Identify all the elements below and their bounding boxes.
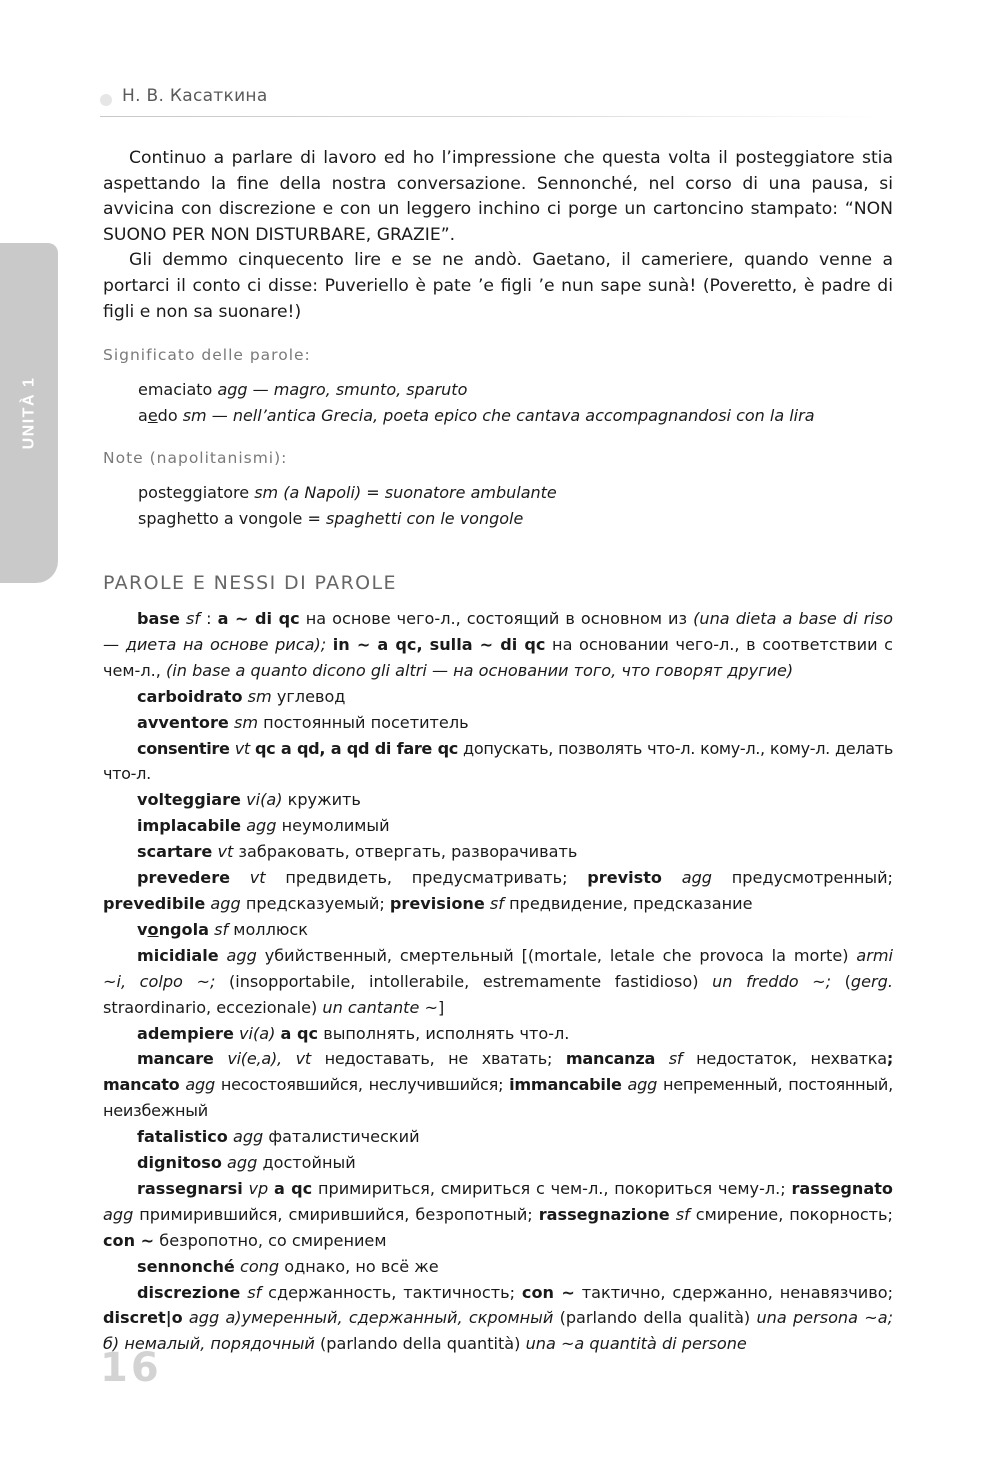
vocab-entry: carboidrato sm углевод [137,686,346,706]
vocab-entry: adempiere vi(a) a qc выполнять, исполнять что-л. [137,1023,570,1043]
vocab-entry: prevedere vt предвидеть, предусматривать; previsto agg предусмотренный; prevedibile agg предсказуемый; previsione sf предвидение, предсказание [103,868,893,913]
story-paragraph: Gli demmo cinquecento lire e se ne andò. Gaetano, il cameriere, quando venne a portarci il conto ci disse: Puveriello è pate ’e figli ’e nun sape sunà! (Poveretto, è padre di figli e non sa suonare!) [103,250,893,322]
note-heading: Note (napolitanismi): [103,449,288,467]
vocab-entry: scartare vt забраковать, отвергать, разворачивать [137,842,578,862]
vocab-entry: fatalistico agg фаталистический [137,1127,420,1147]
vocab-entry: mancare vi(e,a), vt недоставать, не хватать; mancanza sf недостаток, нехватка; mancato agg несостоявшийся, неслучившийся; immancabile agg непременный, постоянный, неизбежный [103,1049,894,1121]
vocabulary-list [103,606,893,1357]
vocab-entry: rassegnarsi vp a qc примириться, смириться с чем-л., покориться чему-л.; rassegnato agg примирившийся, смирившийся, безропотный; rassegnazione sf смирение, покорность; con ~ безропотно, со смирением [103,1178,893,1250]
unit-label-wrap [12,343,46,483]
header-bullet [100,94,112,106]
gloss-item: aedo sm — nell’antica Grecia, poeta epico che cantava accompagnandosi con la lira [138,405,815,425]
vocab-entry: base sf : a ~ di qc на основе чего-л., состоящий в основном из (una dieta a base di riso — диета на основе риса); in ~ a qc, sulla ~ di qc на основании чего-л., в соответствии с чем-л., (in base a quanto dicono gli altri — на основании того, что говорят другие) [103,609,893,680]
page-number: 16 [100,1345,162,1391]
significato-heading: Significato delle parole: [103,346,311,364]
vocab-entry: implacabile agg неумолимый [137,816,390,836]
author-name: Н. В. Касаткина [122,86,268,106]
vocab-entry: vongola sf моллюск [137,919,308,939]
unit-label: UNITÀ 1 [20,376,38,450]
header-rule [100,116,880,117]
section-title: PAROLE E NESSI DI PAROLE [103,572,397,594]
page-header [100,86,900,118]
vocab-entry: consentire vt qc a qd, a qd di fare qc допускать, позволять что-л. кому-л., кому-л. делать что-л. [103,738,893,784]
story-text [103,146,893,325]
note-list [138,480,557,531]
vocab-entry: dignitoso agg достойный [137,1153,356,1173]
vocab-entry: volteggiare vi(a) кружить [137,790,361,810]
vocab-entry: discrezione sf сдержанность, тактичность; con ~ тактично, сдержанно, ненавязчиво; discret|o agg а)умеренный, сдержанный, скромный (parlando della qualità) una persona ~a; б) немалый, порядочный (parlando della quantità) una ~a quantità di persone [103,1282,894,1354]
unit-side-tab [0,243,58,583]
vocab-entry: micidiale agg убийственный, смертельный [(mortale, letale che provoca la morte) armi ~i, colpo ~; (insopportabile, intollerabile, estremamente fastidioso) un freddo ~; (gerg. straordinario, eccezionale) un cantante ~] [103,945,894,1017]
vocab-entry: avventore sm постоянный посетитель [137,712,469,732]
significato-list [138,377,815,428]
note-item: posteggiatore sm (a Napoli) = suonatore ambulante [138,483,557,502]
vocab-entry: sennonché cong однако, но всё же [137,1256,439,1276]
note-item: spaghetto a vongole = spaghetti con le vongole [138,508,524,528]
story-paragraph: Continuo a parlare di lavoro ed ho l’impressione che questa volta il posteggiatore stia aspettando la fine della nostra conversazione. Sennonché, nel corso di una pausa, si avvicina con discrezione e con un leggero inchino ci porge un cartoncino stampato: “NON SUONO PER NON DISTURBARE, GRAZIE”. [103,148,893,245]
gloss-item: emaciato agg — magro, smunto, sparuto [138,380,468,399]
